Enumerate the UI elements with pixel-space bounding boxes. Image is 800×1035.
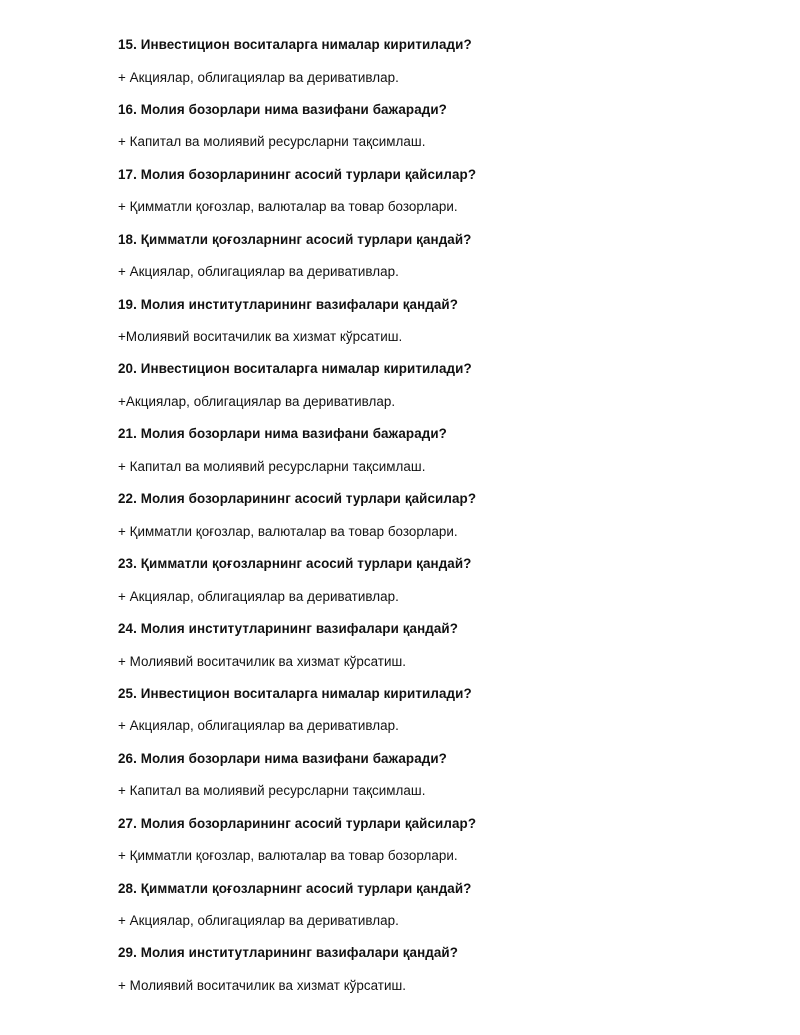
question-text: 22. Молия бозорларининг асосий турлари қайсилар? bbox=[118, 491, 477, 507]
qa-item bbox=[118, 163, 758, 228]
answer-text: + Капитал ва молиявий ресурсларни тақсимлаш. bbox=[118, 783, 426, 799]
question-text: 26. Молия бозорлари нима вазифани бажаради? bbox=[118, 750, 447, 766]
qa-item bbox=[118, 682, 758, 747]
question-text: 23. Қимматли қоғозларнинг асосий турлари қандай? bbox=[118, 556, 472, 572]
answer-text: + Қимматли қоғозлар, валюталар ва товар бозорлари. bbox=[118, 523, 458, 539]
answer-text: + Капитал ва молиявий ресурсларни тақсимлаш. bbox=[118, 458, 426, 474]
answer-text: + Акциялар, облигациялар ва деривативлар. bbox=[118, 718, 399, 734]
answer-text: +Акциялар, облигациялар ва деривативлар. bbox=[118, 393, 396, 409]
answer-text: + Акциялар, облигациялар ва деривативлар. bbox=[118, 69, 399, 85]
question-text: 17. Молия бозорларининг асосий турлари қайсилар? bbox=[118, 166, 477, 182]
question-text: 15. Инвестицион воситаларга нималар киритилади? bbox=[118, 37, 472, 52]
question-text: 24. Молия институтларининг вазифалари қандай? bbox=[118, 621, 459, 637]
question-text: 27. Молия бозорларининг асосий турлари қайсилар? bbox=[118, 815, 477, 831]
answer-text: + Молиявий воситачилик ва хизмат кўрсатиш. bbox=[118, 653, 407, 669]
question-text: 28. Қимматли қоғозларнинг асосий турлари қандай? bbox=[118, 880, 472, 896]
qa-item bbox=[118, 617, 758, 682]
answer-text: + Акциялар, облигациялар ва деривативлар. bbox=[118, 913, 399, 929]
answer-text: + Капитал ва молиявий ресурсларни тақсимлаш. bbox=[118, 134, 426, 150]
question-text: 18. Қимматли қоғозларнинг асосий турлари қандай? bbox=[118, 231, 472, 247]
qa-item bbox=[118, 422, 758, 487]
qa-item bbox=[118, 293, 758, 358]
qa-item bbox=[118, 552, 758, 617]
qa-item bbox=[118, 812, 758, 877]
qa-item bbox=[118, 747, 758, 812]
question-text: 16. Молия бозорлари нима вазифани бажаради? bbox=[118, 101, 447, 117]
answer-text: + Қимматли қоғозлар, валюталар ва товар бозорлари. bbox=[118, 848, 458, 864]
qa-item bbox=[118, 33, 758, 98]
answer-text: + Акциялар, облигациялар ва деривативлар. bbox=[118, 264, 399, 280]
question-answer-list bbox=[118, 33, 758, 1006]
qa-item bbox=[118, 357, 758, 422]
answer-text: + Молиявий воситачилик ва хизмат кўрсатиш. bbox=[118, 977, 407, 993]
question-text: 20. Инвестицион воситаларга нималар киритилади? bbox=[118, 361, 472, 377]
question-text: 21. Молия бозорлари нима вазифани бажаради? bbox=[118, 426, 447, 442]
question-text: 25. Инвестицион воситаларга нималар киритилади? bbox=[118, 685, 472, 701]
qa-item bbox=[118, 941, 758, 1006]
answer-text: + Акциялар, облигациялар ва деривативлар. bbox=[118, 588, 399, 604]
answer-text: + Қимматли қоғозлар, валюталар ва товар бозорлари. bbox=[118, 199, 458, 215]
question-text: 19. Молия институтларининг вазифалари қандай? bbox=[118, 296, 459, 312]
qa-item bbox=[118, 877, 758, 942]
qa-item bbox=[118, 98, 758, 163]
qa-item bbox=[118, 487, 758, 552]
question-text: 29. Молия институтларининг вазифалари қандай? bbox=[118, 945, 459, 961]
qa-item bbox=[118, 228, 758, 293]
answer-text: +Молиявий воситачилик ва хизмат кўрсатиш. bbox=[118, 329, 403, 345]
